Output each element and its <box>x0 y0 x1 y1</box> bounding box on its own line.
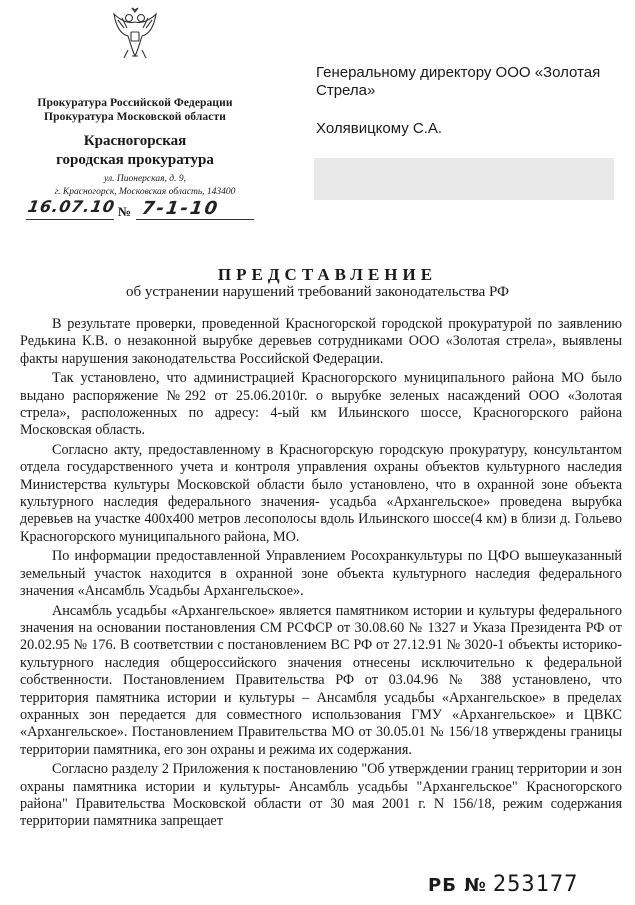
org-line-2: Прокуратура Московской области <box>44 111 226 123</box>
addressee-line-1: Генеральному директору ООО «Золотая <box>316 64 601 81</box>
serial-number <box>428 872 578 897</box>
paragraph-1: В результате проверки, проведенной Красногорской городской прокуратурой по заявлению Редькина К.В. о незаконной вырубке деревьев сотрудниками ООО «Золотая стрела», выявлены факты нарушения законодательства Российской Федерации. <box>20 316 622 367</box>
org-line-1: Прокуратура Российской Федерации <box>37 97 233 109</box>
serial-value: 253177 <box>492 872 579 897</box>
handwritten-date: 16.07.10 <box>26 197 117 216</box>
number-underline <box>136 219 254 220</box>
redacted-block <box>314 158 614 200</box>
addressee-line-2: Стрела» <box>316 82 376 99</box>
paragraph-4: По информации предоставленной Управлением Росохранкультуры по ЦФО вышеуказанный земельный участок находится в охранной зоне объекта культурного наследия федерального значения «Ансамбль Усадьбы Архангельское». <box>20 548 622 600</box>
address-line-2: г. Красногорск, Московская область, 143400 <box>54 187 236 197</box>
document-body <box>20 316 622 833</box>
prokuratura-line-1: Красногорская <box>83 133 187 149</box>
prokuratura-line-2: городская прокуратура <box>56 152 214 168</box>
paragraph-5: Ансамбль усадьбы «Архангельское» является памятником истории и культуры федерального значения на основании постановления СМ РСФСР от 30.08.60 № 1327 и Указа Президента РФ от 20.02.95 № 176. В соответствии с постановлением ВС РФ от 27.12.91 № 3020-1 объекты историко-культурного наследия общероссийского значения отнесены исключительно к федеральной собственности. Постановлением Правительства РФ от 03.04.96 № 388 установлено, что территория памятника истории и культуры – Ансамбля усадьбы «Архангельское» в пределах охранных зон передается для совместного использования ГМУ «Архангельское» и ЦВКС «Архангельское». Постановлением Правительства МО от 30.05.01 № 156/18 утверждены границы территории памятника, его зон охраны и режима их содержания. <box>20 602 622 758</box>
paragraph-3: Согласно акту, предоставленному в Красногорскую городскую прокуратуру, консультантом отдела государственного учета и контроля управления охраны объектов культурного наследия Министерства культуры Московской области было установлено, что в охранной зоне объекта культурного наследия федерального значения- усадьба «Архангельское» проведена вырубка деревьев на участке 400х400 метров лесополосы вдоль Ильинского шоссе(4 км) в близи д. Гольево Красногорского муниципального района, МО. <box>20 441 622 545</box>
addressee-line-3: Холявицкому С.А. <box>316 120 443 137</box>
paragraph-6: Согласно разделу 2 Приложения к постановлению "Об утверждении границ территории и зон охраны памятника истории и культуры- Ансамбль усадьбы "Архангельское" Красногорского района" Правительства Московской области от 30 мая 2001 г. N 156/18, режим содержания территории памятника запрещает <box>20 761 622 830</box>
document-title: ПРЕДСТАВЛЕНИЕ <box>217 265 438 284</box>
coat-of-arms-icon <box>110 6 160 62</box>
address-line-1: ул. Пионерская, д. 9, <box>104 174 186 184</box>
document-subtitle: об устранении нарушений требований законодательства РФ <box>126 284 509 300</box>
paragraph-2: Так установлено, что администрацией Красногорского муниципального района МО было выдано распоряжение №292 от 25.06.2010г. о вырубке зеленых насаждений ООО «Золотая стрела», расположенных по адресу: 4-ый км Ильинского шоссе, Красногорского района Московская область. <box>20 370 622 439</box>
number-sign: № <box>118 204 132 219</box>
date-underline <box>26 219 114 220</box>
handwritten-number: 7-1-10 <box>140 198 221 219</box>
serial-prefix: РБ № <box>428 875 487 896</box>
